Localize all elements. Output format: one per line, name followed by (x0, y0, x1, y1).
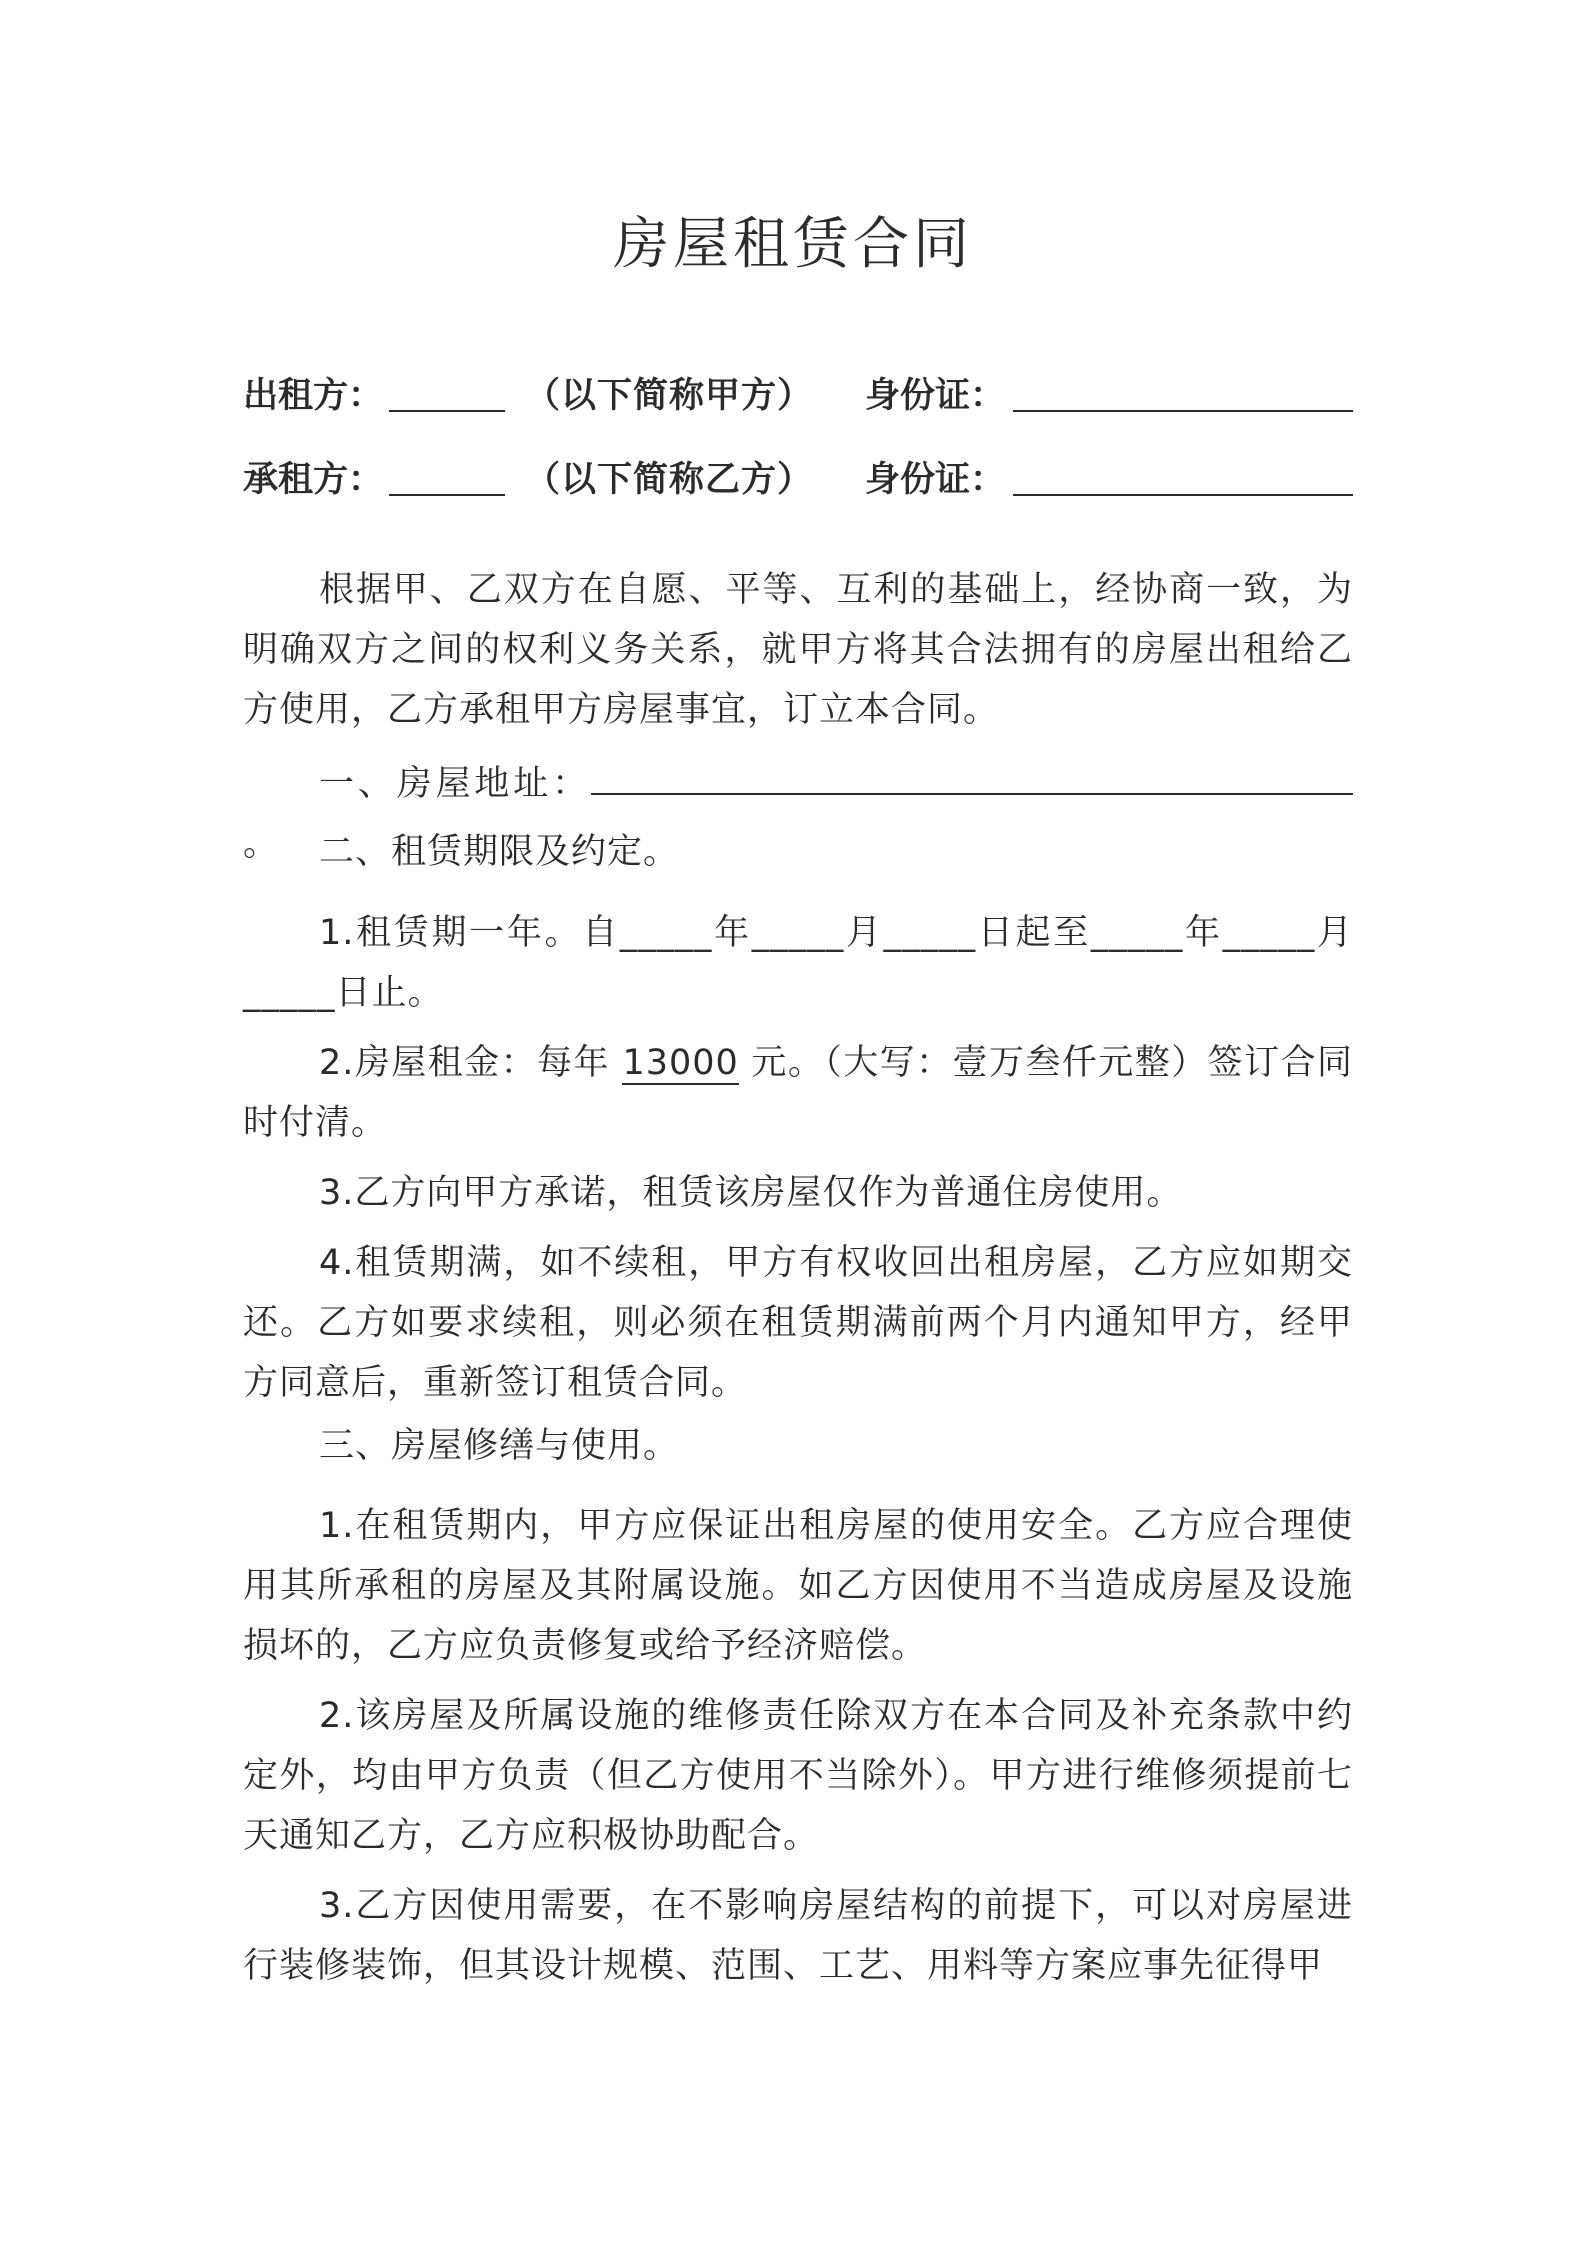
section1-label: 一、房屋地址： (319, 764, 591, 804)
lessee-note: （以下简称乙方） (525, 460, 814, 500)
rent-mid: 元。（大写： (738, 1043, 953, 1083)
lessee-row (243, 450, 1353, 510)
lessor-label: 出租方： (243, 376, 384, 416)
section2-heading: 二、租赁期限及约定。 (319, 832, 680, 872)
section3-heading: 三、房屋修缮与使用。 (319, 1426, 680, 1466)
section3-item1: 1.在租赁期内，甲方应保证出租房屋的使用安全。乙方应合理使用其所承租的房屋及其附属设施。如乙方因使用不当造成房屋及设施损坏的，乙方应负责修复或给予经济赔偿。 (243, 1506, 1353, 1666)
section2-item4: 4.租赁期满，如不续租，甲方有权收回出租房屋，乙方应如期交还。乙方如要求续租，则必须在租赁期满前两个月内通知甲方，经甲方同意后，重新签订租赁合同。 (243, 1243, 1353, 1403)
lessee-id-label: 身份证： (865, 460, 1006, 500)
lessee-id-blank (1013, 450, 1353, 496)
lessee-name-blank (389, 450, 505, 496)
section1-end: 。 (243, 824, 280, 864)
lessor-row (243, 366, 1353, 426)
lessor-id-blank (1013, 366, 1353, 412)
lessor-name-blank (389, 366, 505, 412)
section2-item2-block (243, 1033, 1353, 1153)
lessor-id-label: 身份证： (865, 376, 1006, 416)
section2-item4-block (243, 1233, 1353, 1413)
section2-item3-block (243, 1163, 1353, 1223)
section3-item3-block (243, 1876, 1353, 1996)
section2-item1-block (243, 903, 1353, 1023)
lessor-note: （以下简称甲方） (525, 376, 814, 416)
section2-item2 (243, 1033, 1353, 1153)
section3-item3: 3.乙方因使用需要，在不影响房屋结构的前提下，可以对房屋进行装修装饰，但其设计规模、范围、工艺、用料等方案应事先征得甲 (243, 1886, 1353, 1986)
section2-item1: 1.租赁期一年。自_____年_____月_____日起至_____年_____月_____日止。 (243, 913, 1353, 1013)
rent-uppercase: 壹万叁仟元整 (952, 1043, 1172, 1083)
lessee-label: 承租方： (243, 460, 384, 500)
rent-amount: 13000 (622, 1043, 739, 1083)
intro-paragraph-block (243, 560, 1353, 740)
intro-paragraph: 根据甲、乙双方在自愿、平等、互利的基础上，经协商一致，为明确双方之间的权利义务关系，就甲方将其合法拥有的房屋出租给乙方使用，乙方承租甲方房屋事宜，订立本合同。 (243, 570, 1353, 730)
document-title: 房屋租赁合同 (613, 212, 973, 277)
section2-heading-block (243, 822, 1353, 882)
section3-item1-block (243, 1496, 1353, 1676)
rent-suffix: ）签订合同时付清。 (243, 1043, 1353, 1143)
section3-heading-block (243, 1416, 1353, 1476)
section3-item2-block (243, 1686, 1353, 1866)
rent-prefix: 2.房屋租金：每年 (319, 1043, 623, 1083)
section2-item3: 3.乙方向甲方承诺，租赁该房屋仅作为普通住房使用。 (319, 1173, 1183, 1213)
section3-item2: 2.该房屋及所属设施的维修责任除双方在本合同及补充条款中约定外，均由甲方负责（但乙方使用不当除外）。甲方进行维修须提前七天通知乙方，乙方应积极协助配合。 (243, 1696, 1353, 1856)
address-blank (591, 753, 1353, 795)
